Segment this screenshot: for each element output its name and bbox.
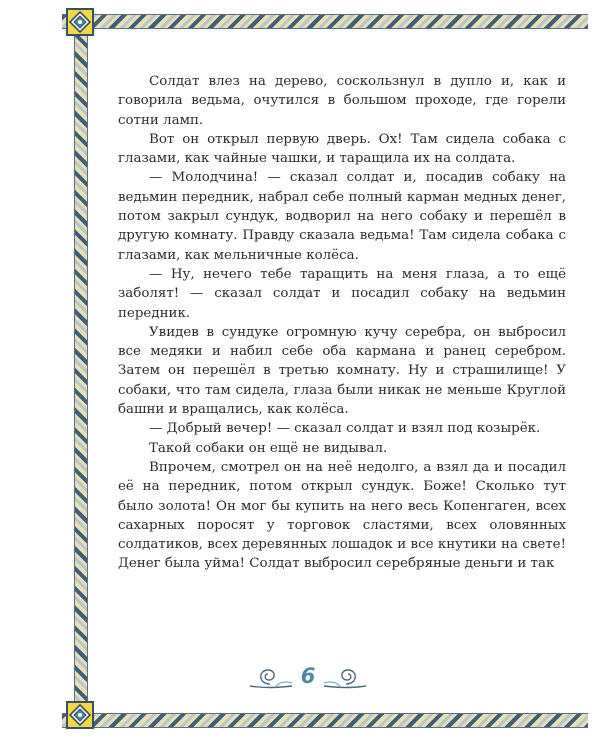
swirl-ornament-icon bbox=[248, 662, 294, 692]
top-border bbox=[62, 14, 588, 29]
page-footer bbox=[248, 662, 368, 702]
page-number: 6 bbox=[300, 664, 316, 688]
paragraph: Впрочем, смотрел он на неё недолго, а взял да и посадил её на передник, потом открыл сундук. Боже! Сколько тут было золота! Он мог бы купить на него весь Копенгаген, всех сахарных поросят у торговок сластями, всех оловянных солдатиков, всех деревянных лошадок и все кнутики на свете! Денег была уйма! Солдат выбросил серебряные деньги и так bbox=[118, 459, 566, 572]
story-text bbox=[118, 72, 566, 574]
paragraph: — Молодчина! — сказал солдат и, посадив собаку на ведьмин передник, набрал себе полный карман медных денег, потом закрыл сундук, водворил на него собаку и перешёл в другую комнату. Правду сказала ведьма! Там сидела собака с глазами, как мельничные колёса. bbox=[118, 170, 566, 263]
paragraph: — Добрый вечер! — сказал солдат и взял под козырёк. bbox=[149, 421, 541, 437]
bottom-border bbox=[62, 713, 588, 728]
paragraph: Вот он открыл первую дверь. Ох! Там сидела собака с глазами, как чайные чашки, и таращила их на солдата. bbox=[118, 131, 566, 167]
paragraph: — Ну, нечего тебе таращить на меня глаза, а то ещё заболят! — сказал солдат и посадил собаку на ведьмин передник. bbox=[118, 266, 566, 321]
swirl-ornament-icon bbox=[322, 662, 368, 692]
corner-ornament-icon bbox=[66, 8, 94, 36]
corner-ornament-icon bbox=[66, 701, 94, 729]
left-border bbox=[74, 30, 88, 710]
paragraph: Солдат влез на дерево, соскользнул в дупло и, как и говорила ведьма, очутился в большом проходе, где горели сотни ламп. bbox=[118, 74, 566, 128]
paragraph: Такой собаки он ещё не видывал. bbox=[149, 440, 388, 456]
paragraph: Увидев в сундуке огромную кучу серебра, он выбросил все медяки и набил себе оба кармана и ранец серебром. Затем он перешёл в третью комнату. Ну и страшилище! У собаки, что там сидела, глаза были никак не меньше Круглой башни и вращались, как колёса. bbox=[118, 324, 566, 418]
